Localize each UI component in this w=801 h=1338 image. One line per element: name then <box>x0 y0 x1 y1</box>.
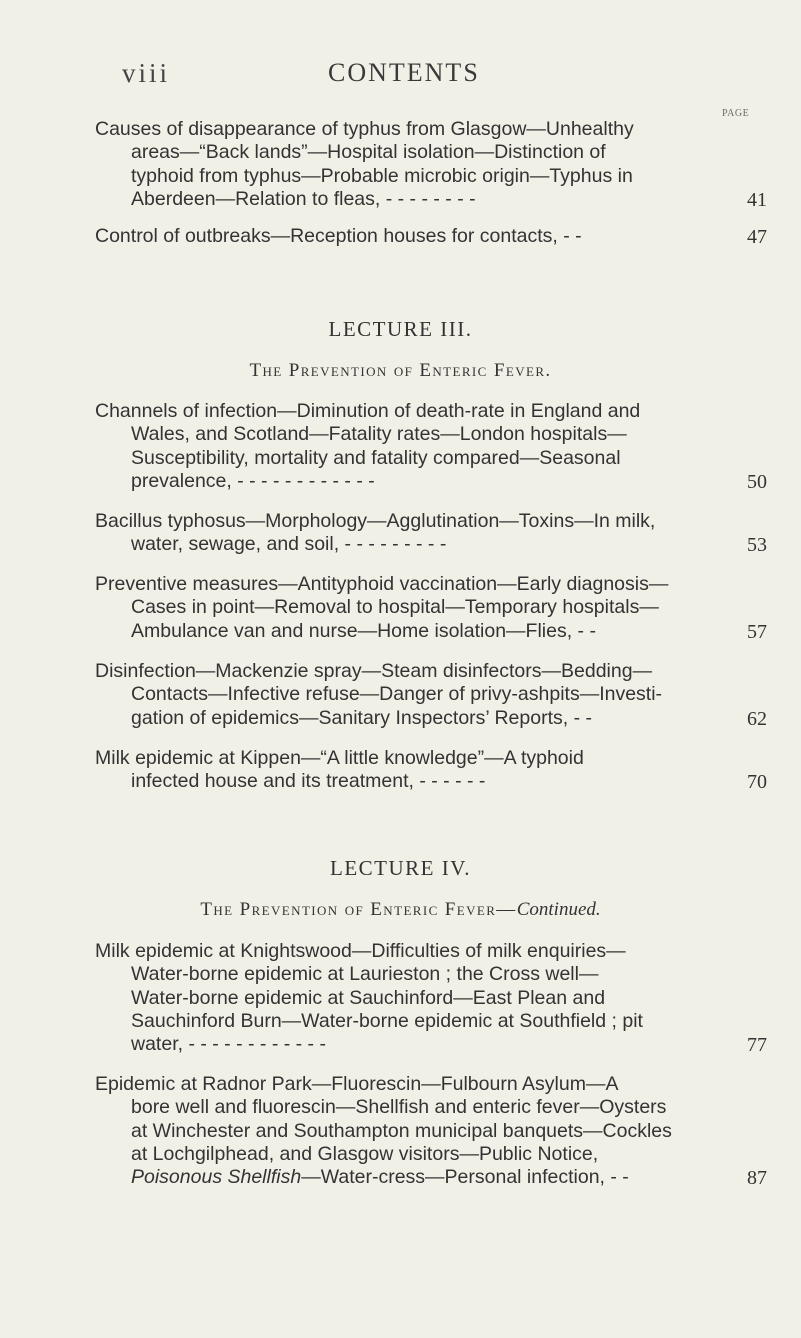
contents-entry <box>95 747 767 794</box>
entry-line: Bacillus typhosus—Morphology—Agglutination—Toxins—In milk, <box>95 510 656 532</box>
contents-entry <box>95 940 767 1056</box>
entry-page-number: 47 <box>747 226 767 248</box>
entry-page-number: 53 <box>747 534 767 557</box>
entry-line: Channels of infection—Diminution of death-rate in England and <box>95 400 641 422</box>
continued-label: Continued. <box>516 899 601 920</box>
entry-line: water, - - - - - - - - - - - - 77 <box>131 1033 767 1057</box>
entry-line: Preventive measures—Antityphoid vaccination—Early diagnosis— <box>95 573 669 595</box>
entry-line: infected house and its treatment, - - - - - - 70 <box>131 770 767 794</box>
entry-line: typhoid from typhus—Probable microbic origin—Typhus in <box>131 164 633 187</box>
entry-line: Cases in point—Removal to hospital—Temporary hospitals— <box>131 596 659 619</box>
entry-line: Susceptibility, mortality and fatality compared—Seasonal <box>131 446 621 469</box>
entry-line: Ambulance van and nurse—Home isolation—Flies, - - 57 <box>131 619 767 643</box>
entry-page-number: 70 <box>747 771 767 794</box>
running-head: CONTENTS <box>328 58 480 87</box>
page-column-label: PAGE <box>722 108 750 119</box>
entry-line: Epidemic at Radnor Park—Fluorescin—Fulbourn Asylum—A <box>95 1073 619 1095</box>
entry-line: Control of outbreaks—Reception houses for contacts, - - 47 <box>95 225 767 248</box>
entry-line: Water-borne epidemic at Sauchinford—East Plean and <box>131 986 606 1009</box>
entry-line: Disinfection—Mackenzie spray—Steam disinfectors—Bedding— <box>95 660 653 682</box>
entry-line: Milk epidemic at Kippen—“A little knowledge”—A typhoid <box>95 747 584 769</box>
entry-line: areas—“Back lands”—Hospital isolation—Distinction of <box>131 141 606 164</box>
lecture-subtitle: The Prevention of Enteric Fever. <box>249 360 552 381</box>
contents-entry <box>95 400 767 493</box>
entry-line: at Lochgilphead, and Glasgow visitors—Public Notice, <box>131 1142 599 1165</box>
entry-line: at Winchester and Southampton municipal banquets—Cockles <box>131 1119 672 1142</box>
entry-page-number: 41 <box>747 188 767 211</box>
entry-line: Wales, and Scotland—Fatality rates—London hospitals— <box>131 423 627 446</box>
page-header <box>0 58 801 94</box>
entry-line: prevalence, - - - - - - - - - - - - 50 <box>131 469 767 493</box>
italic-term: Poisonous Shellfish <box>131 1166 302 1189</box>
lecture-subtitle: The Prevention of Enteric Fever—Continued. <box>200 899 601 920</box>
contents-entry <box>95 1073 767 1189</box>
entry-line: water, sewage, and soil, - - - - - - - - - 53 <box>131 533 767 557</box>
contents-entry <box>95 225 767 248</box>
entry-line: bore well and fluorescin—Shellfish and enteric fever—Oysters <box>131 1096 667 1119</box>
contents-entry <box>95 118 767 211</box>
page-number: viii <box>122 58 171 88</box>
entry-page-number: 57 <box>747 620 767 643</box>
entry-line: Water-borne epidemic at Laurieston ; the Cross well— <box>131 963 599 986</box>
lecture-heading: LECTURE III. <box>328 317 473 341</box>
entry-line: Poisonous Shellfish—Water-cress—Personal infection, - - 87 <box>131 1166 767 1190</box>
contents-entry <box>95 573 767 643</box>
entry-line: Aberdeen—Relation to fleas, - - - - - - - - 41 <box>131 187 767 211</box>
contents-entry <box>95 660 767 730</box>
entry-line: gation of epidemics—Sanitary Inspectors’ Reports, - - 62 <box>131 706 767 730</box>
entry-line: Contacts—Infective refuse—Danger of privy-ashpits—Investi- <box>131 683 663 706</box>
entry-page-number: 77 <box>747 1034 767 1057</box>
entry-page-number: 50 <box>747 470 767 493</box>
entry-line: Sauchinford Burn—Water-borne epidemic at Southfield ; pit <box>131 1009 643 1032</box>
entry-line: Causes of disappearance of typhus from Glasgow—Unhealthy <box>95 118 634 140</box>
entry-page-number: 62 <box>747 707 767 730</box>
entry-line: Milk epidemic at Knightswood—Difficulties of milk enquiries— <box>95 940 626 962</box>
entry-page-number: 87 <box>747 1167 767 1190</box>
lecture-heading: LECTURE IV. <box>330 856 471 880</box>
contents-entry <box>95 510 767 557</box>
